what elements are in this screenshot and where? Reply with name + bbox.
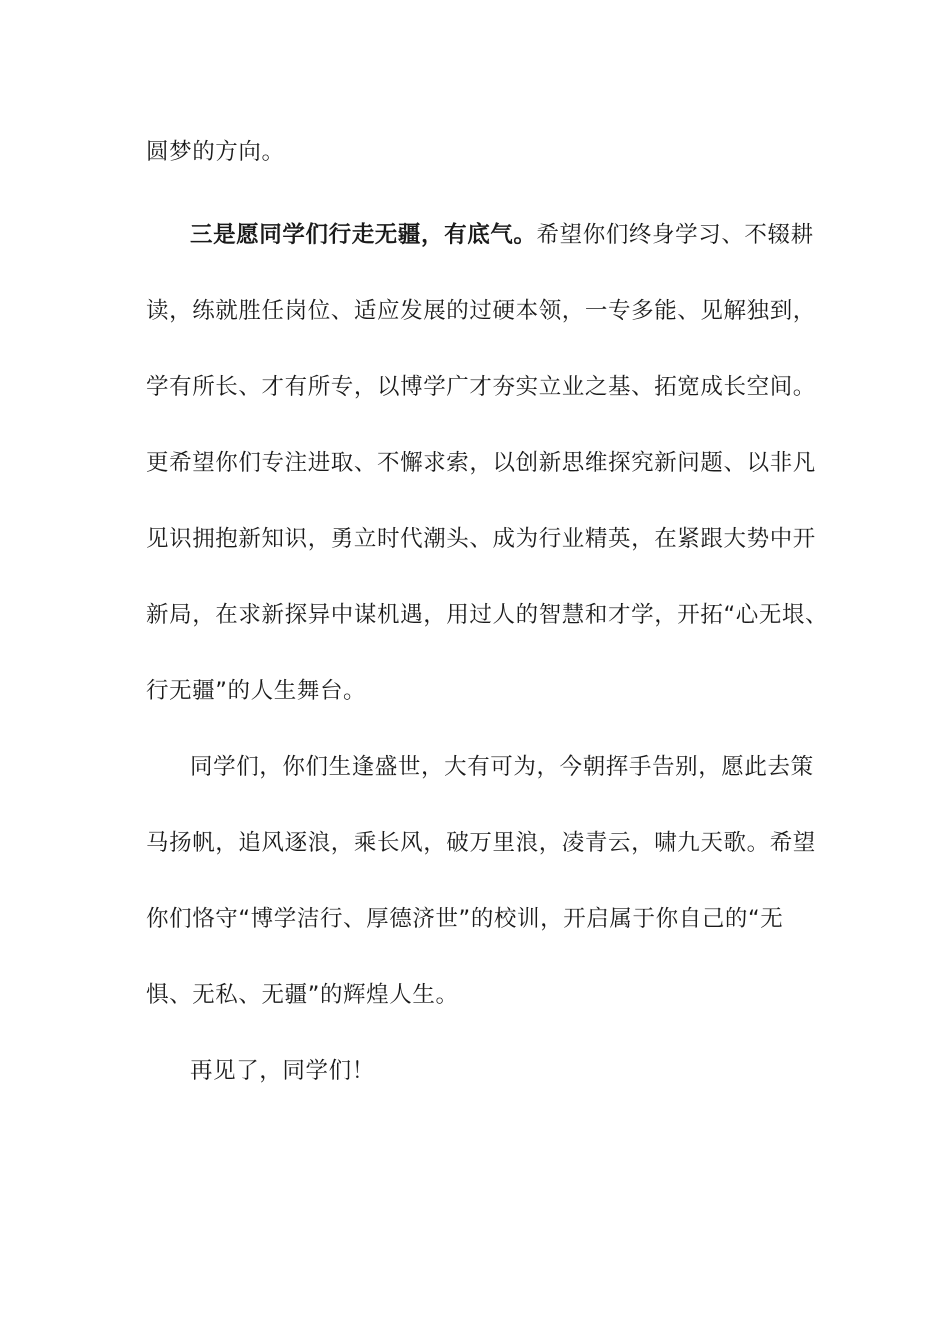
paragraph-line: 惧、无私、无疆”的辉煌人生。 [146, 982, 459, 1008]
paragraph-line: 马扬帆，追风逐浪，乘长风，破万里浪，凌青云，啸九天歌。希望 [146, 830, 816, 856]
section-heading: 三是愿同学们行走无疆，有底气。 [190, 222, 537, 248]
paragraph-line [190, 220, 814, 250]
closing-line: 再见了，同学们！ [190, 1058, 375, 1084]
paragraph-line: 读，练就胜任岗位、适应发展的过硬本领，一专多能、见解独到， [146, 298, 816, 324]
paragraph-line: 学有所长、才有所专，以博学广才夯实立业之基、拓宽成长空间。 [146, 374, 816, 400]
paragraph-line: 你们恪守“博学洁行、厚德济世”的校训，开启属于你自己的“无 [146, 906, 784, 932]
paragraph-line: 更希望你们专注进取、不懈求索，以创新思维探究新问题、以非凡 [146, 450, 816, 476]
paragraph-line: 圆梦的方向。 [146, 139, 285, 165]
paragraph-line: 同学们，你们生逢盛世，大有可为，今朝挥手告别，愿此去策 [190, 754, 814, 780]
paragraph-line: 新局，在求新探异中谋机遇，用过人的智慧和才学，开拓“心无垠、 [146, 602, 829, 628]
paragraph-text: 希望你们终身学习、不辍耕 [536, 222, 814, 248]
paragraph-line: 行无疆”的人生舞台。 [146, 678, 367, 704]
paragraph-line: 见识拥抱新知识，勇立时代潮头、成为行业精英，在紧跟大势中开 [146, 526, 816, 552]
